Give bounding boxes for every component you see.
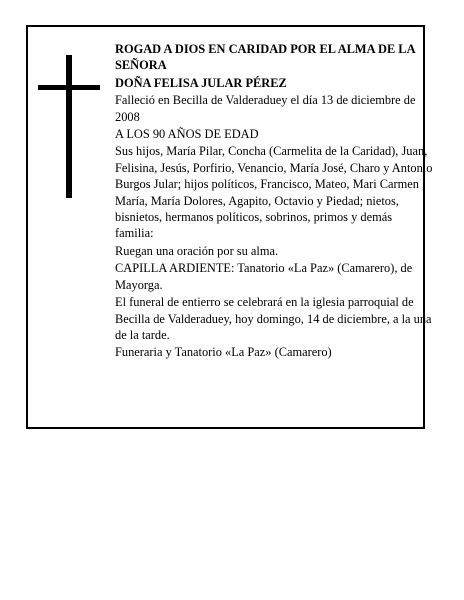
cross-horizontal-bar bbox=[38, 85, 100, 90]
cross-vertical-bar bbox=[66, 55, 72, 198]
notice-heading: ROGAD A DIOS EN CARIDAD POR EL ALMA DE LA SEÑORA bbox=[115, 42, 415, 73]
funeral-info: El funeral de entierro se celebrará en la iglesia parroquial de Becilla de Valderaduey, hoy domingo, 14 de diciembre, a la una de la tarde. bbox=[115, 295, 432, 342]
latin-cross-icon bbox=[38, 55, 100, 198]
death-info: Falleció en Becilla de Valderaduey el día 13 de diciembre de 2008 bbox=[115, 93, 416, 124]
funeral-home: Funeraria y Tanatorio «La Paz» (Camarero) bbox=[115, 345, 332, 360]
chapel-info: CAPILLA ARDIENTE: Tanatorio «La Paz» (Camarero), de Mayorga. bbox=[115, 261, 413, 292]
prayer-request: Ruegan una oración por su alma. bbox=[115, 243, 279, 258]
deceased-name: DOÑA FELISA JULAR PÉREZ bbox=[115, 75, 287, 90]
age-line: A LOS 90 AÑOS DE EDAD bbox=[115, 127, 259, 142]
obituary-notice bbox=[26, 25, 433, 429]
notice-text bbox=[115, 41, 433, 362]
family-list: Sus hijos, María Pilar, Concha (Carmelita de la Caridad), Juan, Felisina, Jesús, Porfirio, Venancio, María José, Charo y Antonio Burgos Jular; hijos políticos, Francisco, Mateo, Mari Carmen , María, María Dolores, Agapito, Octavio y Piedad; nietos, bisnietos, hermanos políticos, sobrinos, primos y demás familia: bbox=[115, 144, 433, 241]
